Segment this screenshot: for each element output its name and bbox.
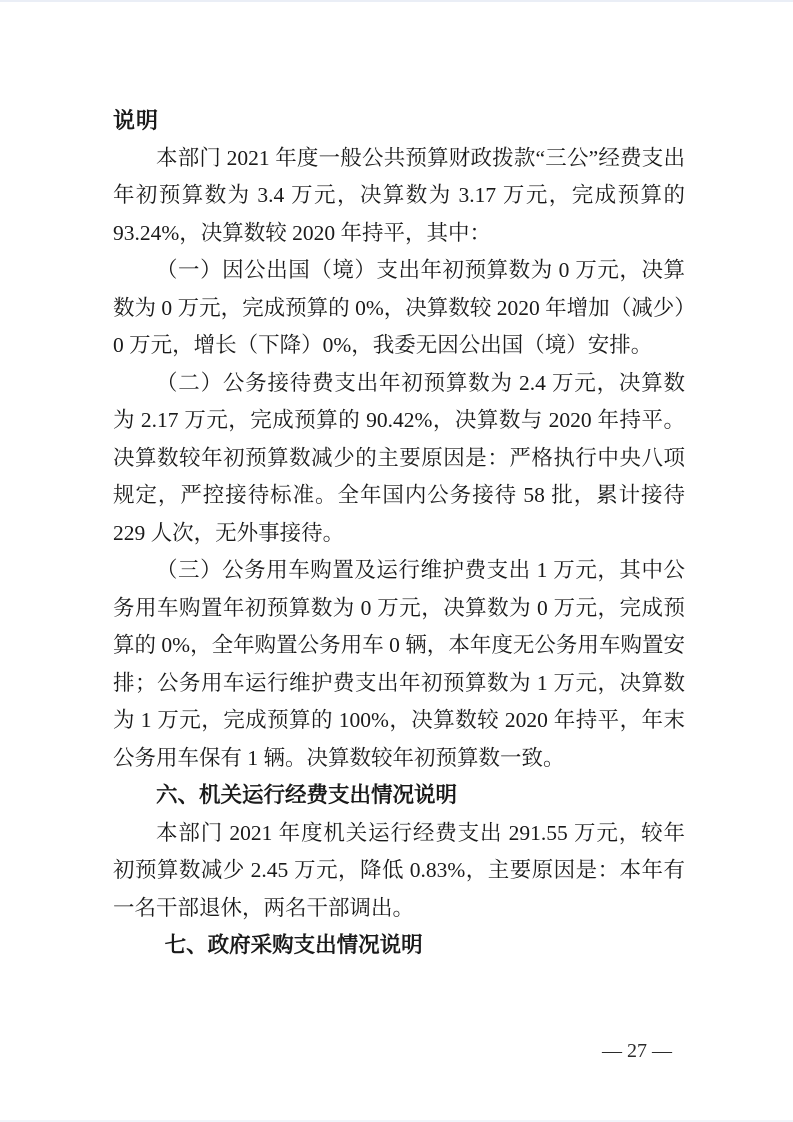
section-heading-7-procurement: 七、政府采购支出情况说明 xyxy=(164,933,423,957)
paragraph-section-6-operating-funds: 本部门 2021 年度机关运行经费支出 291.55 万元，较年初预算数减少 2.45 万元，降低 0.83%，主要原因是：本年有一名干部退休，两名干部调出。 xyxy=(113,820,685,920)
section-heading-shuoming: 说明 xyxy=(113,108,160,133)
paragraph-item-3-vehicles: （三）公务用车购置及运行维护费支出 1 万元，其中公务用车购置年初预算数为 0 万元，决算数为 0 万元，完成预算的 0%，全年购置公务用车 0 辆，本年度无公务用车购置安排；公务用车运行维护费支出年初预算数为 1 万元，决算数为 1 万元，完成预算的 100%，决算数较 2020 年持平，年末公务用车保有 1 辆。决算数较年初预算数一致。 xyxy=(113,558,685,770)
document-body xyxy=(113,102,685,965)
section-heading-6-operating-funds: 六、机关运行经费支出情况说明 xyxy=(156,783,458,807)
paragraph-item-2-reception: （二）公务接待费支出年初预算数为 2.4 万元，决算数为 2.17 万元，完成预算的 90.42%，决算数与 2020 年持平。决算数较年初预算数减少的主要原因是：严格执行中央八项规定，严控接待标准。全年国内公务接待 58 批，累计接待 229 人次，无外事接待。 xyxy=(113,370,685,545)
paragraph-sangong-overview: 本部门 2021 年度一般公共预算财政拨款“三公”经费支出年初预算数为 3.4 万元，决算数为 3.17 万元，完成预算的 93.24%，决算数较 2020 年持平，其中： xyxy=(113,145,685,245)
page-number: — 27 — xyxy=(602,1040,672,1062)
paragraph-item-1-abroad: （一）因公出国（境）支出年初预算数为 0 万元，决算数为 0 万元，完成预算的 0%，决算数较 2020 年增加（减少）0 万元，增长（下降）0%，我委无因公出国（境）安排。 xyxy=(113,258,685,357)
